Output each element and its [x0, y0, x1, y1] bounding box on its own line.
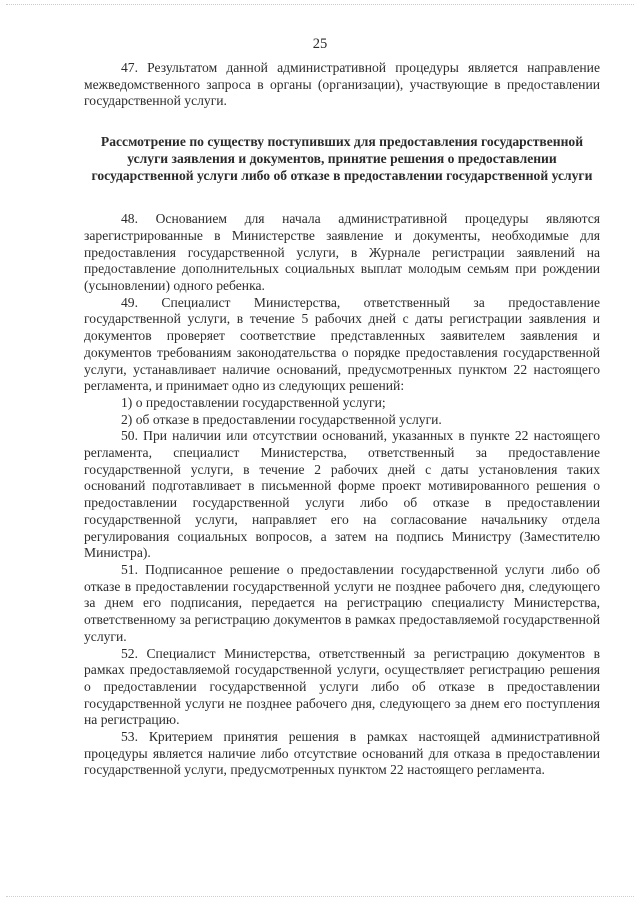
paragraph-51: 51. Подписанное решение о предоставлении государственной услуги либо об отказе в предоставлении государственной услуги не позднее рабочего дня, следующего за днем его подписания, передается на регистрацию специалисту Министерства, ответственному за регистрацию документов в рамках предоставляемой государственной услуги.	[84, 561, 600, 644]
page-number: 25	[312, 36, 328, 52]
scan-edge-top	[6, 4, 634, 5]
paragraph-49: 49. Специалист Министерства, ответственный за предоставление государственной услуги, в течение 5 рабочих дней с даты регистрации заявления и документов проверяет соответствие представленных заявителем заявления и документов требованиям законодательства о порядке предоставления государственной услуги, устанавливает наличие оснований, предусмотренных пунктом 22 настоящего регламента, и принимает одно из следующих решений:	[84, 294, 600, 394]
scan-edge-bottom	[6, 896, 634, 897]
paragraph-52: 52. Специалист Министерства, ответственный за регистрацию документов в рамках предоставляемой государственной услуги, осуществляет регистрацию решения о предоставлении государственной услуги либо об отказе в предоставлении государственной услуги не позднее рабочего дня, следующего за днем его поступления на регистрацию.	[84, 645, 600, 728]
paragraph-47: 47. Результатом данной административной процедуры является направление межведомственного запроса в органы (организации), участвующие в предоставлении государственной услуги.	[84, 60, 600, 109]
document-body	[84, 60, 600, 779]
list-item-1: 1) о предоставлении государственной услуги;	[121, 394, 386, 410]
section-title: Рассмотрение по существу поступивших для предоставления государственной услуги заявления и документов, принятие решения о предоставлении государственной услуги либо об отказе в предоставлении государственной услуги	[91, 134, 593, 183]
paragraph-53: 53. Критерием принятия решения в рамках настоящей административной процедуры является наличие либо отсутствие оснований для отказа в предоставлении государственной услуги, предусмотренных пунктом 22 настоящего регламента.	[84, 729, 600, 778]
list-item-2: 2) об отказе в предоставлении государственной услуги.	[121, 411, 442, 427]
paragraph-48: 48. Основанием для начала административной процедуры являются зарегистрированные в Министерстве заявление и документы, необходимые для предоставления государственной услуги, в Журнале регистрации заявлений на предоставление дополнительных социальных выплат молодым семьям при рождении (усыновлении) одного ребенка.	[84, 211, 600, 294]
paragraph-50: 50. При наличии или отсутствии оснований, указанных в пункте 22 настоящего регламента, специалист Министерства, ответственный за предоставление государственной услуги, в течение 2 рабочих дней с даты установления таких оснований подготавливает в письменной форме проект мотивированного решения о предоставлении государственной услуги либо об отказе в предоставлении государственной услуги, направляет его на согласование начальнику отдела регулирования социальных вопросов, а затем на подпись Министру (Заместителю Министра).	[84, 428, 600, 561]
